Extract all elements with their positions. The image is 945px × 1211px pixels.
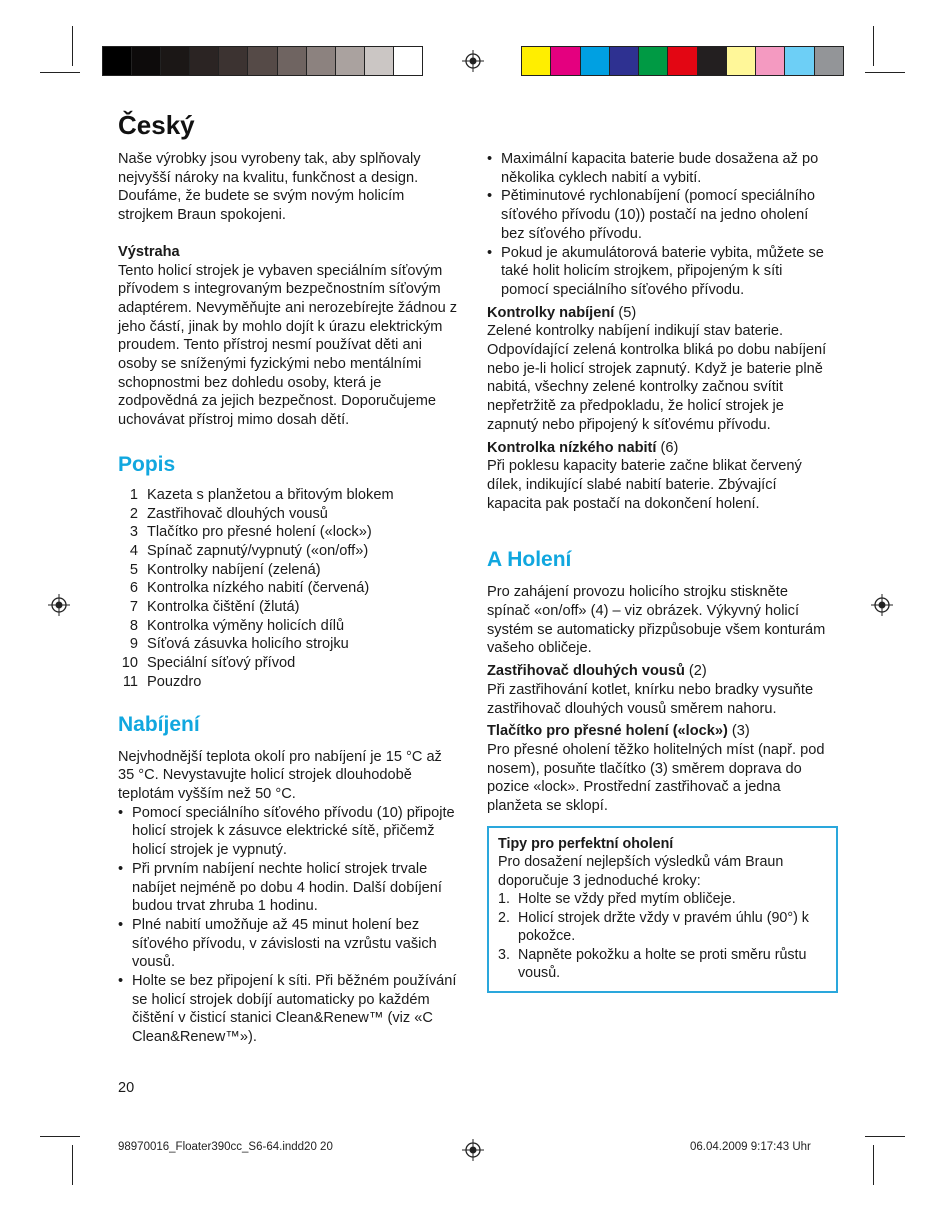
- low-charge-text: Při poklesu kapacity baterie začne blikat červený dílek, indikující slabé nabití baterie. Zbývající kapacita pak postačí na dokončení holení.: [487, 458, 802, 512]
- low-charge-heading: Kontrolka nízkého nabití: [487, 439, 657, 456]
- crop-mark: [873, 1145, 874, 1185]
- nabijeni-heading: Nabíjení: [118, 712, 200, 736]
- parts-list: [118, 486, 462, 692]
- lock-ref: (3): [727, 723, 750, 740]
- right-column: [487, 150, 832, 993]
- tips-box: [487, 826, 838, 993]
- color-swatch: [219, 47, 248, 75]
- parts-item-label: Síťová zásuvka holicího strojku: [147, 636, 349, 653]
- color-swatch: [551, 47, 580, 75]
- color-swatch: [307, 47, 336, 75]
- indicator-text: Zelené kontrolky nabíjení indikují stav baterie. Odpovídající zelená kontrolka bliká po dobu nabíjení nebo je-li holicí strojek zapnutý. Když je baterie plně nabitá, všechny zelené kontrolky začnou svítit nepřetržitě za předpokladu, že holicí strojek je zapnutý nebo připojený k síťovému přívodu.: [487, 323, 827, 433]
- color-swatch: [365, 47, 394, 75]
- color-swatch: [522, 47, 551, 75]
- parts-item-label: Zastřihovač dlouhých vousů: [147, 505, 328, 522]
- parts-item-label: Kontrolka čištění (žlutá): [147, 599, 300, 616]
- holeni-heading: A Holení: [487, 548, 572, 572]
- tips-heading: Tipy pro perfektní oholení: [498, 835, 674, 852]
- trimmer-heading: Zastřihovač dlouhých vousů: [487, 663, 685, 680]
- charging-bullets-continued: [487, 150, 832, 300]
- parts-item-number: 2: [129, 505, 138, 522]
- parts-item-number: 1: [129, 486, 138, 503]
- parts-item-label: Speciální síťový přívod: [147, 655, 296, 672]
- gray-swatch-strip: [102, 46, 423, 76]
- charging-bullet-item: • Pětiminutové rychlonabíjení (pomocí speciálního síťového přívodu (10)) postačí na jedno oholení bez síťového přívodu.: [487, 187, 832, 243]
- parts-list-item: [118, 617, 462, 636]
- tips-item-number: 3.: [498, 946, 510, 963]
- parts-item-label: Kontrolky nabíjení (zelená): [147, 561, 321, 578]
- parts-list-item: [118, 654, 462, 673]
- left-column: [118, 150, 462, 1047]
- registration-mark-icon: [871, 594, 893, 616]
- color-swatch: [132, 47, 161, 75]
- crop-mark: [40, 1136, 80, 1137]
- color-swatch: [668, 47, 697, 75]
- parts-item-number: 4: [129, 542, 138, 559]
- low-charge-ref: (6): [656, 439, 679, 456]
- parts-list-item: [118, 673, 462, 692]
- color-swatch-strip: [521, 46, 844, 76]
- color-swatch: [394, 47, 422, 75]
- color-swatch: [336, 47, 365, 75]
- color-swatch: [248, 47, 277, 75]
- parts-item-label: Pouzdro: [147, 673, 202, 690]
- crop-mark: [72, 1145, 73, 1185]
- trimmer-ref: (2): [684, 663, 707, 680]
- page-number: 20: [118, 1080, 135, 1096]
- registration-mark-icon: [48, 594, 70, 616]
- color-swatch: [639, 47, 668, 75]
- parts-item-number: 8: [129, 617, 138, 634]
- parts-item-label: Kontrolka výměny holicích dílů: [147, 617, 345, 634]
- parts-list-item: [118, 579, 462, 598]
- color-swatch: [190, 47, 219, 75]
- shaving-intro: Pro zahájení provozu holicího strojku stiskněte spínač «on/off» (4) – viz obrázek. Výkyvný holicí systém se automaticky přizpůsobuje všem konturám vašeho obličeje.: [487, 584, 826, 657]
- parts-list-item: [118, 598, 462, 617]
- charging-bullet-item: • Pomocí speciálního síťového přívodu (10) připojte holicí strojek k zásuvce elektrické sítě, přičemž holicí strojek je vypnutý.: [118, 804, 462, 860]
- popis-heading: Popis: [118, 452, 176, 476]
- charging-bullet-item: • Maximální kapacita baterie bude dosažena až po několika cyklech nabití a vybití.: [487, 150, 832, 187]
- parts-item-label: Spínač zapnutý/vypnutý («on/off»): [147, 542, 369, 559]
- tips-item-number: 2.: [498, 909, 510, 926]
- parts-list-item: [118, 542, 462, 561]
- registration-mark-icon: [462, 1139, 484, 1161]
- tips-list-item: [498, 909, 827, 946]
- warning-heading: Výstraha: [118, 243, 180, 260]
- tips-item-text: Holicí strojek držte vždy v pravém úhlu (90°) k pokožce.: [518, 909, 809, 945]
- color-swatch: [756, 47, 785, 75]
- parts-item-label: Tlačítko pro přesné holení («lock»): [147, 524, 372, 541]
- trimmer-section: [487, 662, 832, 681]
- parts-item-number: 11: [122, 673, 138, 690]
- parts-item-number: 9: [129, 636, 138, 653]
- slug-timestamp: 06.04.2009 9:17:43 Uhr: [690, 1141, 811, 1153]
- indicator-section: [487, 304, 832, 323]
- tips-list-item: [498, 946, 827, 983]
- tips-item-text: Holte se vždy před mytím obličeje.: [518, 891, 736, 908]
- crop-mark: [40, 72, 80, 73]
- lock-heading: Tlačítko pro přesné holení («lock»): [487, 723, 728, 740]
- crop-mark: [865, 72, 905, 73]
- charging-intro: Nejvhodnější teplota okolí pro nabíjení je 15 °C až 35 °C. Nevystavujte holicí strojek dlouhodobě teplotám vyšším než 50 °C.: [118, 748, 442, 802]
- slug-file-info: 98970016_Floater390cc_S6-64.indd20 20: [118, 1141, 333, 1153]
- warning-text: Tento holicí strojek je vybaven speciálním síťovým přívodem s integrovaným bezpečnostním síťovým adaptérem. Nevyměňujte ani nerozebírejte žádnou z jeho částí, jinak by mohlo dojít k úrazu elektrickým proudem. Tento přístroj nesmí používat děti ani osoby se sníženými fyzickými nebo mentálními schopnostmi bez dohledu osoby, která je zodpovědná za jejich bezpečnost. Doporučujeme uchovávat přístroj mimo dosah dětí.: [118, 262, 458, 429]
- color-swatch: [278, 47, 307, 75]
- charging-bullet-item: • Holte se bez připojení k síti. Při běžném používání se holicí strojek dobíjí automaticky po každém čištění v čisticí stanici Clean&Renew™ (viz «C Clean&Renew™»).: [118, 972, 462, 1047]
- parts-item-label: Kazeta s planžetou a břitovým blokem: [147, 486, 394, 503]
- color-swatch: [610, 47, 639, 75]
- lock-text: Pro přesné oholení těžko holitelných míst (např. pod nosem), posuňte tlačítko (3) směrem doprava do pozice «lock». Prostřední zastřihovač a jedna planžeta se sklopí.: [487, 741, 825, 815]
- tips-intro: Pro dosažení nejlepších výsledků vám Braun doporučuje 3 jednoduché kroky:: [498, 854, 784, 889]
- tips-item-text: Napněte pokožku a holte se proti směru růstu vousů.: [518, 946, 807, 982]
- tips-list-item: [498, 890, 827, 909]
- registration-mark-icon: [462, 50, 484, 72]
- color-swatch: [161, 47, 190, 75]
- parts-list-item: [118, 486, 462, 505]
- color-swatch: [785, 47, 814, 75]
- color-swatch: [698, 47, 727, 75]
- color-swatch: [727, 47, 756, 75]
- charging-bullet-item: • Při prvním nabíjení nechte holicí strojek trvale nabíjet nejméně po dobu 4 hodin. Další dobíjení budou trvat zhruba 1 hodinu.: [118, 860, 462, 916]
- tips-list: [498, 890, 827, 983]
- charging-bullet-item: • Plné nabití umožňuje až 45 minut holení bez síťového přívodu, v závislosti na vzrůstu vašich vousů.: [118, 916, 462, 972]
- tips-item-number: 1.: [498, 891, 510, 908]
- trimmer-text: Při zastřihování kotlet, knírku nebo bradky vysuňte zastřihovač dlouhých vousů směrem nahoru.: [487, 681, 814, 717]
- indicator-ref: (5): [614, 304, 637, 321]
- color-swatch: [581, 47, 610, 75]
- parts-item-number: 6: [129, 580, 138, 597]
- parts-item-number: 5: [129, 561, 138, 578]
- parts-item-number: 3: [129, 524, 138, 541]
- indicator-heading: Kontrolky nabíjení: [487, 304, 615, 321]
- parts-item-label: Kontrolka nízkého nabití (červená): [147, 580, 370, 597]
- charging-bullets: [118, 804, 462, 1047]
- parts-item-number: 10: [121, 655, 138, 672]
- color-swatch: [103, 47, 132, 75]
- parts-list-item: [118, 635, 462, 654]
- page-title: Český: [118, 110, 195, 140]
- parts-list-item: [118, 523, 462, 542]
- crop-mark: [873, 26, 874, 66]
- parts-list-item: [118, 561, 462, 580]
- low-charge-section: [487, 439, 832, 458]
- parts-list-item: [118, 505, 462, 524]
- parts-item-number: 7: [129, 599, 138, 616]
- crop-mark: [72, 26, 73, 66]
- lock-section: [487, 722, 832, 741]
- intro-paragraph: Naše výrobky jsou vyrobeny tak, aby splňovaly nejvyšší nároky na kvalitu, funkčnost a design. Doufáme, že budete se svým novým holicím strojkem Braun spokojeni.: [118, 151, 421, 224]
- crop-mark: [865, 1136, 905, 1137]
- charging-bullet-item: • Pokud je akumulátorová baterie vybita, můžete se také holit holicím strojkem, připojeným k síti pomocí speciálního síťového přívodu.: [487, 244, 832, 300]
- color-swatch: [815, 47, 843, 75]
